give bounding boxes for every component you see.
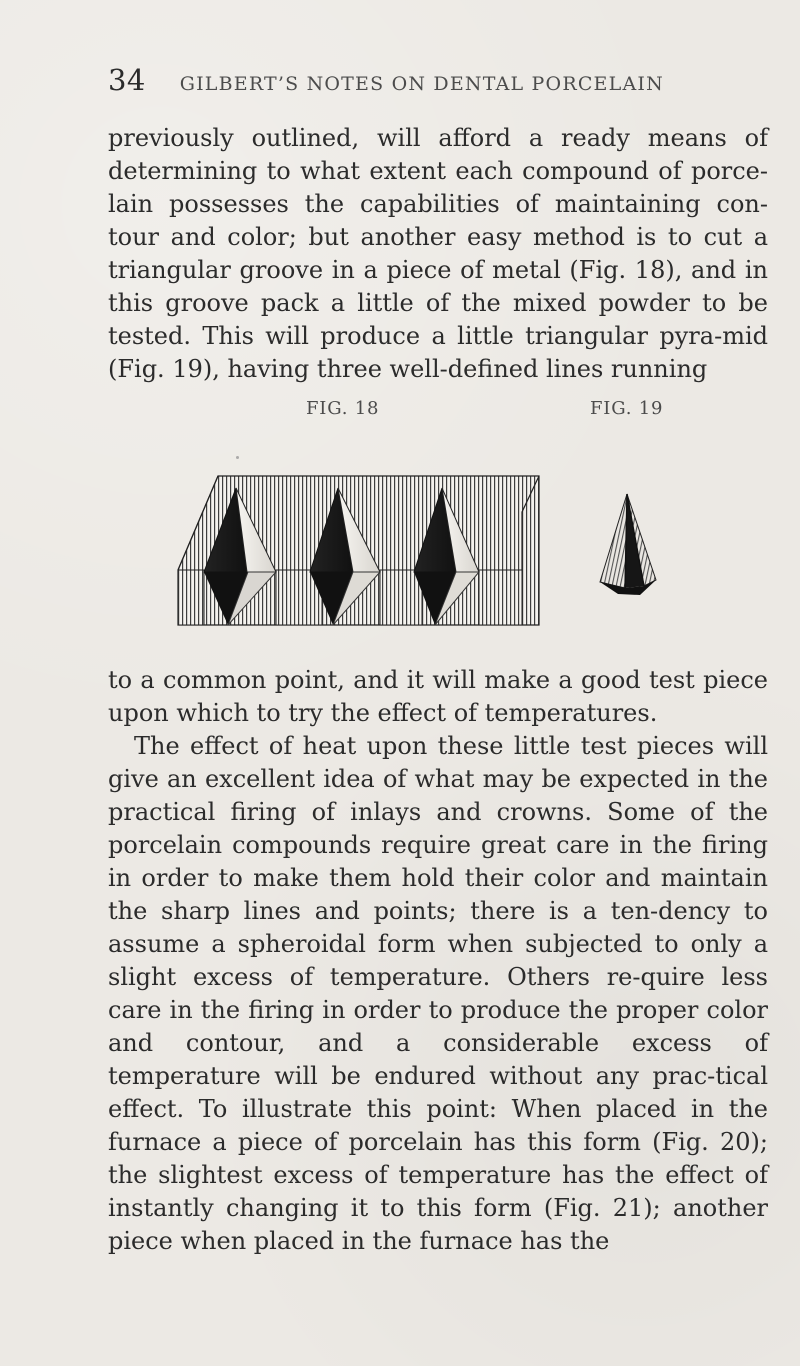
- body-paragraph-3: The effect of heat upon these little test pieces will give an excellent idea of what may be expected in the practical firing of inlays and crowns. Some of the porcelain compounds require great care in the firing in order to make them hold their color and maintain the sharp lines and points; there is a ten-dency to assume a spheroidal form when subjected to only a slight excess of temperature. Others re-quire less care in the firing in order to produce the proper color and contour, and a considerable excess of temperature will be endured without any prac-tical effect. To illustrate this point: When placed in the furnace a piece of porcelain has this form (Fig. 20); the slightest excess of temperature has the effect of instantly changing it to this form (Fig. 21); another piece when placed in the furnace has the: [108, 732, 768, 1255]
- figure-illustrations: [170, 470, 710, 635]
- figure-18-label: FIG. 18: [306, 398, 380, 419]
- running-head: GILBERT’S NOTES ON DENTAL PORCELAIN: [179, 73, 664, 95]
- page-header: [108, 63, 768, 102]
- page-number: 34: [108, 63, 146, 97]
- body-paragraph-2: to a common point, and it will make a good test piece upon which to try the effect of temperatures.: [108, 666, 768, 727]
- body-paragraph-1: previously outlined, will afford a ready means of determining to what extent each compound of porce-lain possesses the capabilities of maintaining con-tour and color; but another easy method is to cut a triangular groove in a piece of metal (Fig. 18), and in this groove pack a little of the mixed powder to be tested. This will produce a little triangular pyra-mid (Fig. 19), having three well-defined lines running: [108, 124, 768, 383]
- scan-speck: [236, 456, 239, 459]
- figure-19-label: FIG. 19: [590, 398, 664, 419]
- figure-svg: [170, 470, 710, 635]
- figure-19-pyramid: [600, 494, 656, 595]
- figure-18-grooves: [204, 488, 479, 625]
